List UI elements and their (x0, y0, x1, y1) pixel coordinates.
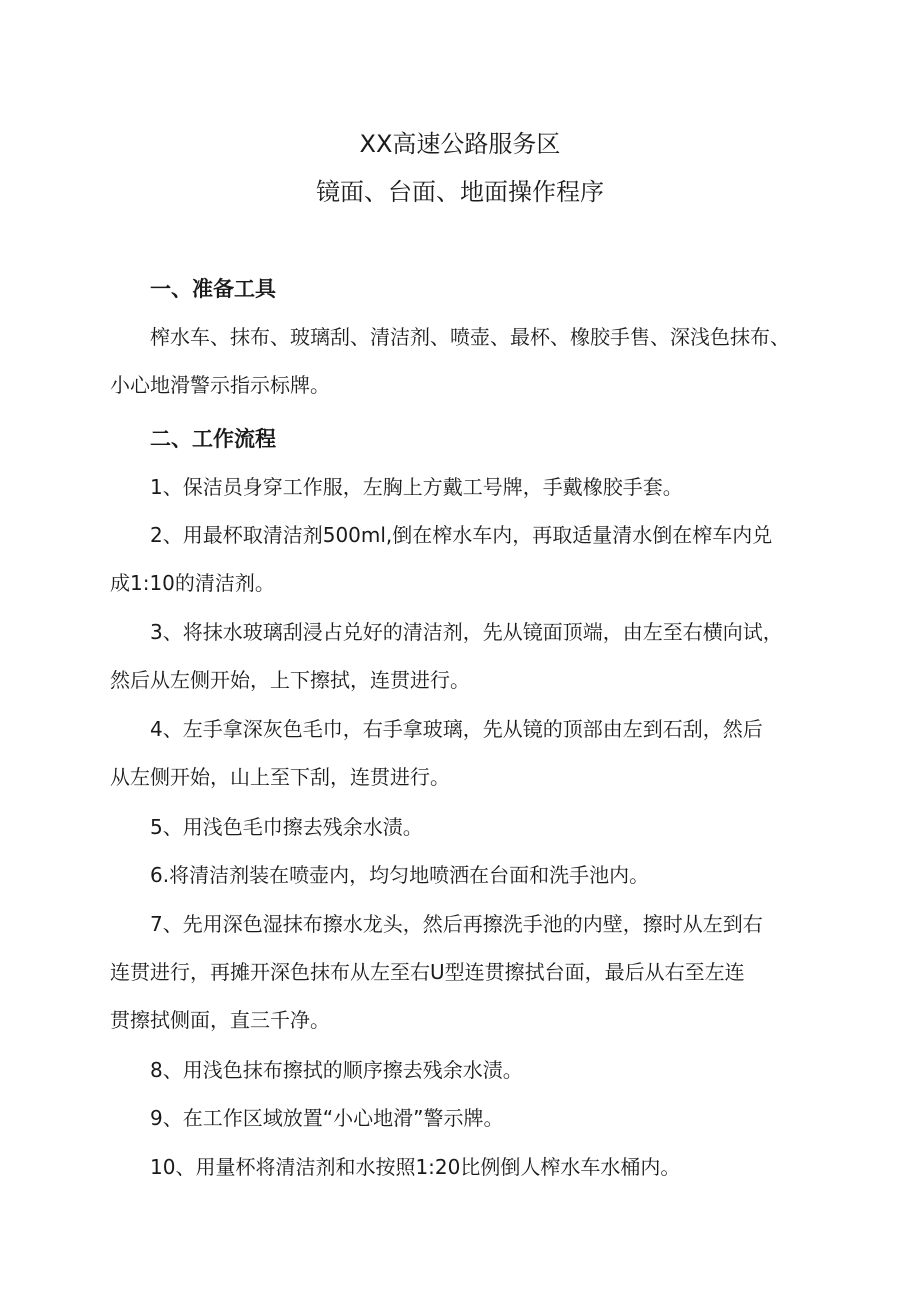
prep-tools-line: 小心地滑警示指示标牌。 (110, 373, 330, 397)
document-title-line1: XX高速公路服务区 (359, 130, 561, 158)
step-line: 成1:10的清洁剂。 (110, 571, 275, 595)
step-line: 8、用浅色抹布擦拭的顺序擦去残余水渍。 (150, 1058, 523, 1082)
step-line: 9、在工作区域放置“小心地滑”警示牌。 (150, 1106, 504, 1130)
step-line: 3、将抹水玻璃刮浸占兑好的清洁剂，先从镜面顶端，由左至右横向试， (150, 620, 783, 644)
step-line: 2、用最杯取清洁剂500ml,倒在榨水车内，再取适量清水倒在榨车内兑 (150, 523, 773, 547)
step-6 (110, 851, 816, 899)
document-title-line2: 镜面、台面、地面操作程序 (316, 178, 604, 206)
step-10 (110, 1143, 816, 1191)
step-line: 5、用浅色毛巾擦去残余水渍。 (150, 815, 423, 839)
prep-tools-line: 榨水车、抹布、玻璃刮、清洁剂、喷壶、最杯、橡胶手售、深浅色抹布、 (150, 325, 790, 349)
step-line: 4、左手拿深灰色毛巾，右手拿玻璃，先从镜的顶部由左到石刮，然后 (150, 717, 763, 741)
step-4 (110, 705, 816, 801)
section-heading-workflow: 二、工作流程 (150, 427, 276, 451)
step-3 (110, 608, 816, 704)
step-line: 贯擦拭侧面，直三千净。 (110, 1008, 330, 1032)
step-line: 连贯进行，再摊开深色抹布从左至右U型连贯擦拭台面，最后从右至左连 (110, 960, 745, 984)
step-9 (110, 1094, 816, 1142)
step-line: 10、用量杯将清洁剂和水按照1:20比例倒人榨水车水桶内。 (150, 1155, 681, 1179)
section-heading-prep: 一、准备工具 (150, 277, 276, 301)
step-line: 6.将清洁剂装在喷壶内，均匀地喷洒在台面和洗手池内。 (150, 863, 650, 887)
step-7 (110, 900, 816, 1044)
step-line: 1、保洁员身穿工作服，左胸上方戴工号牌，手戴橡胶手套。 (150, 475, 683, 499)
step-8 (110, 1046, 816, 1094)
step-line: 从左侧开始，山上至下刮，连贯进行。 (110, 765, 450, 789)
step-5 (110, 803, 816, 851)
step-line: 然后从左侧开始，上下擦拭，连贯进行。 (110, 668, 470, 692)
prep-tools-paragraph (110, 313, 816, 409)
step-2 (110, 511, 816, 607)
step-line: 7、先用深色湿抹布擦水龙头，然后再擦洗手池的内壁，擦时从左到右 (150, 912, 763, 936)
step-1 (110, 463, 816, 511)
